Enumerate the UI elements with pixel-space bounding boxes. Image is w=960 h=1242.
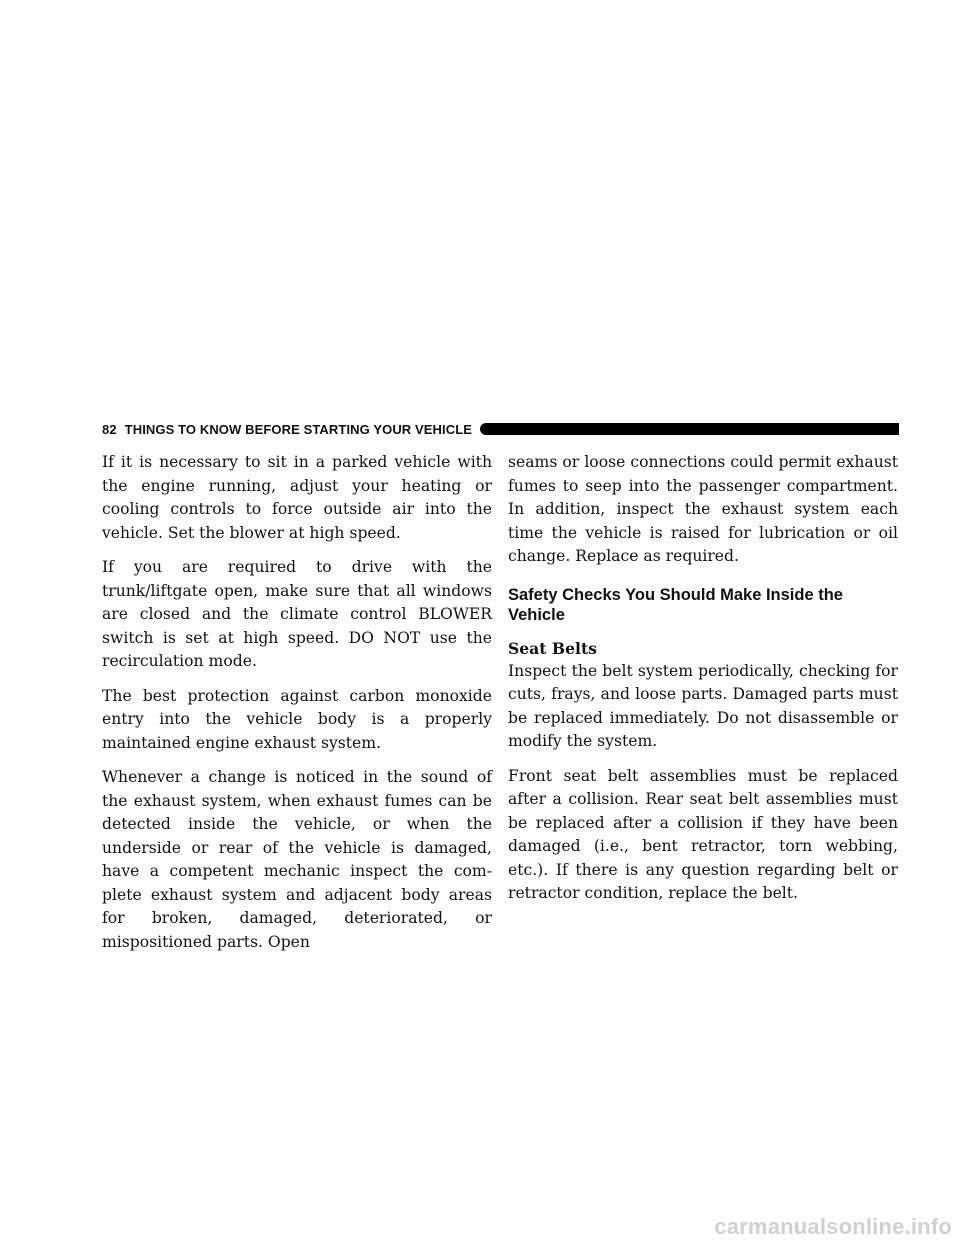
paragraph-exhaust-change: Whenever a change is noticed in the sound of the exhaust system, when exhaust fumes can be detected inside the vehicle, or when the underside or rear of the vehicle is damaged, have a competent mechanic inspect the com-plete exhaust system and adjacent body areas for broken, damaged, deteriorated, or mispositioned parts. Open <box>102 768 492 951</box>
header-rule <box>480 423 899 435</box>
right-column <box>508 451 898 917</box>
paragraph-best-protection: The best protection against carbon monoxide entry into the vehicle body is a properly maintained engine exhaust system. <box>102 686 492 752</box>
subheading-seat-belts: Seat Belts <box>508 638 597 658</box>
page-number: 82 <box>102 421 117 437</box>
left-column <box>102 451 492 965</box>
section-heading: Safety Checks You Should Make Inside the Vehicle <box>508 585 843 624</box>
paragraph-trunk-open: If you are required to drive with the trunk/liftgate open, make sure that all windows are closed and the climate control BLOWER switch is set at high speed. DO NOT use the recirculation mode. <box>102 558 492 670</box>
paragraph-continuation: seams or loose connections could permit exhaust fumes to seep into the passenger compartment. In addition, inspect the exhaust system each time the vehicle is raised for lubrication or oil change. Replace as required. <box>508 453 898 565</box>
page-header <box>102 420 899 438</box>
paragraph-parked-vehicle: If it is necessary to sit in a parked vehicle with the engine running, adjust your heating or cooling controls to force outside air into the vehicle. Set the blower at high speed. <box>102 453 492 542</box>
paragraph-replace-belts: Front seat belt assemblies must be replaced after a collision. Rear seat belt assemblies must be replaced after a collision if they have been damaged (i.e., bent retractor, torn webbing, etc.). If there is any question regarding belt or retractor condition, replace the belt. <box>508 766 898 902</box>
paragraph-inspect-belts: Inspect the belt system periodically, checking for cuts, frays, and loose parts. Damaged parts must be replaced immediately. Do not disassemble or modify the system. <box>508 661 898 750</box>
section-title: THINGS TO KNOW BEFORE STARTING YOUR VEHICLE <box>124 421 473 437</box>
watermark: carmanualsonline.info <box>714 1214 952 1239</box>
